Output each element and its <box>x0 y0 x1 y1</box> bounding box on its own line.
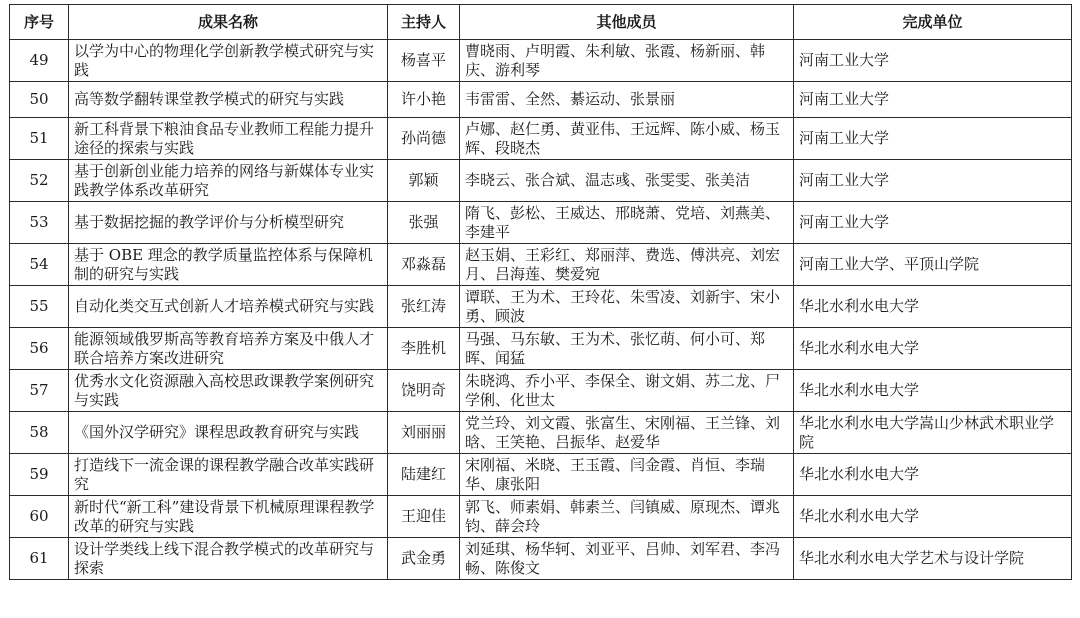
row-no: 49 <box>10 40 69 82</box>
row-unit: 华北水利水电大学 <box>794 328 1072 370</box>
row-no: 53 <box>10 202 69 244</box>
header-row <box>10 5 1072 40</box>
table-row <box>10 118 1072 160</box>
row-title: 基于 OBE 理念的教学质量监控体系与保障机制的研究与实践 <box>69 244 388 286</box>
row-unit: 河南工业大学、平顶山学院 <box>794 244 1072 286</box>
row-unit: 河南工业大学 <box>794 82 1072 118</box>
row-title: 新工科背景下粮油食品专业教师工程能力提升途径的探索与实践 <box>69 118 388 160</box>
header-unit: 完成单位 <box>794 5 1072 40</box>
row-members: 朱晓鸿、乔小平、李保全、谢文娟、苏二龙、尸学俐、化世太 <box>460 370 794 412</box>
table-row <box>10 244 1072 286</box>
table-row <box>10 412 1072 454</box>
row-no: 54 <box>10 244 69 286</box>
header-members: 其他成员 <box>460 5 794 40</box>
row-host: 王迎佳 <box>388 496 460 538</box>
table-row <box>10 496 1072 538</box>
table-row <box>10 160 1072 202</box>
row-host: 陆建红 <box>388 454 460 496</box>
row-no: 50 <box>10 82 69 118</box>
row-members: 郭飞、师素娟、韩素兰、闫镇威、原现杰、谭兆钧、薛会玲 <box>460 496 794 538</box>
row-unit: 华北水利水电大学 <box>794 370 1072 412</box>
row-host: 张强 <box>388 202 460 244</box>
header-title: 成果名称 <box>69 5 388 40</box>
row-title: 高等数学翻转课堂教学模式的研究与实践 <box>69 82 388 118</box>
table-body <box>10 40 1072 580</box>
row-title: 新时代“新工科”建设背景下机械原理课程教学改革的研究与实践 <box>69 496 388 538</box>
row-members: 马强、马东敏、王为术、张忆萌、何小可、郑晖、闻猛 <box>460 328 794 370</box>
row-unit: 河南工业大学 <box>794 118 1072 160</box>
row-host: 许小艳 <box>388 82 460 118</box>
row-no: 56 <box>10 328 69 370</box>
row-title: 以学为中心的物理化学创新教学模式研究与实践 <box>69 40 388 82</box>
row-host: 孙尚德 <box>388 118 460 160</box>
achievement-table <box>9 4 1072 580</box>
row-members: 李晓云、张合斌、温志彧、张雯雯、张美洁 <box>460 160 794 202</box>
row-members: 党兰玲、刘文霞、张富生、宋刚福、王兰锋、刘晗、王笑艳、吕振华、赵爱华 <box>460 412 794 454</box>
row-title: 能源领域俄罗斯高等教育培养方案及中俄人才联合培养方案改进研究 <box>69 328 388 370</box>
row-no: 58 <box>10 412 69 454</box>
row-no: 60 <box>10 496 69 538</box>
row-host: 郭颖 <box>388 160 460 202</box>
header-no: 序号 <box>10 5 69 40</box>
row-title: 自动化类交互式创新人才培养模式研究与实践 <box>69 286 388 328</box>
row-unit: 河南工业大学 <box>794 40 1072 82</box>
row-unit: 河南工业大学 <box>794 202 1072 244</box>
row-host: 杨喜平 <box>388 40 460 82</box>
table-header <box>10 5 1072 40</box>
table-row <box>10 82 1072 118</box>
achievement-table-container <box>9 4 1071 580</box>
row-unit: 华北水利水电大学 <box>794 496 1072 538</box>
row-title: 打造线下一流金课的课程教学融合改革实践研究 <box>69 454 388 496</box>
row-no: 59 <box>10 454 69 496</box>
row-members: 赵玉娟、王彩红、郑丽萍、费选、傅洪亮、刘宏月、吕海莲、樊爱宛 <box>460 244 794 286</box>
row-host: 武金勇 <box>388 538 460 580</box>
row-host: 邓淼磊 <box>388 244 460 286</box>
row-host: 张红涛 <box>388 286 460 328</box>
table-row <box>10 202 1072 244</box>
table-row <box>10 328 1072 370</box>
row-unit: 华北水利水电大学艺术与设计学院 <box>794 538 1072 580</box>
row-unit: 华北水利水电大学 <box>794 286 1072 328</box>
row-members: 曹晓雨、卢明霞、朱利敏、张霞、杨新丽、韩庆、游利琴 <box>460 40 794 82</box>
row-members: 韦雷雷、全然、綦运动、张景丽 <box>460 82 794 118</box>
table-row <box>10 40 1072 82</box>
row-no: 57 <box>10 370 69 412</box>
row-unit: 华北水利水电大学嵩山少林武术职业学院 <box>794 412 1072 454</box>
row-members: 隋飞、彭松、王威达、邢晓萧、党培、刘燕美、李建平 <box>460 202 794 244</box>
row-no: 61 <box>10 538 69 580</box>
row-title: 设计学类线上线下混合教学模式的改革研究与探索 <box>69 538 388 580</box>
row-no: 55 <box>10 286 69 328</box>
table-row <box>10 370 1072 412</box>
row-title: 优秀水文化资源融入高校思政课教学案例研究与实践 <box>69 370 388 412</box>
row-members: 宋刚福、米晓、王玉霞、闫金霞、肖恒、李瑞华、康张阳 <box>460 454 794 496</box>
row-host: 饶明奇 <box>388 370 460 412</box>
row-no: 51 <box>10 118 69 160</box>
row-host: 刘丽丽 <box>388 412 460 454</box>
row-unit: 河南工业大学 <box>794 160 1072 202</box>
row-members: 卢娜、赵仁勇、黄亚伟、王远辉、陈小威、杨玉辉、段晓杰 <box>460 118 794 160</box>
row-no: 52 <box>10 160 69 202</box>
row-members: 谭联、王为术、王玲花、朱雪凌、刘新宇、宋小勇、顾波 <box>460 286 794 328</box>
row-members: 刘延琪、杨华轲、刘亚平、吕帅、刘军君、李冯畅、陈俊文 <box>460 538 794 580</box>
row-host: 李胜机 <box>388 328 460 370</box>
header-host: 主持人 <box>388 5 460 40</box>
row-unit: 华北水利水电大学 <box>794 454 1072 496</box>
table-row <box>10 538 1072 580</box>
row-title: 基于数据挖掘的教学评价与分析模型研究 <box>69 202 388 244</box>
row-title: 《国外汉学研究》课程思政教育研究与实践 <box>69 412 388 454</box>
table-row <box>10 454 1072 496</box>
table-row <box>10 286 1072 328</box>
row-title: 基于创新创业能力培养的网络与新媒体专业实践教学体系改革研究 <box>69 160 388 202</box>
